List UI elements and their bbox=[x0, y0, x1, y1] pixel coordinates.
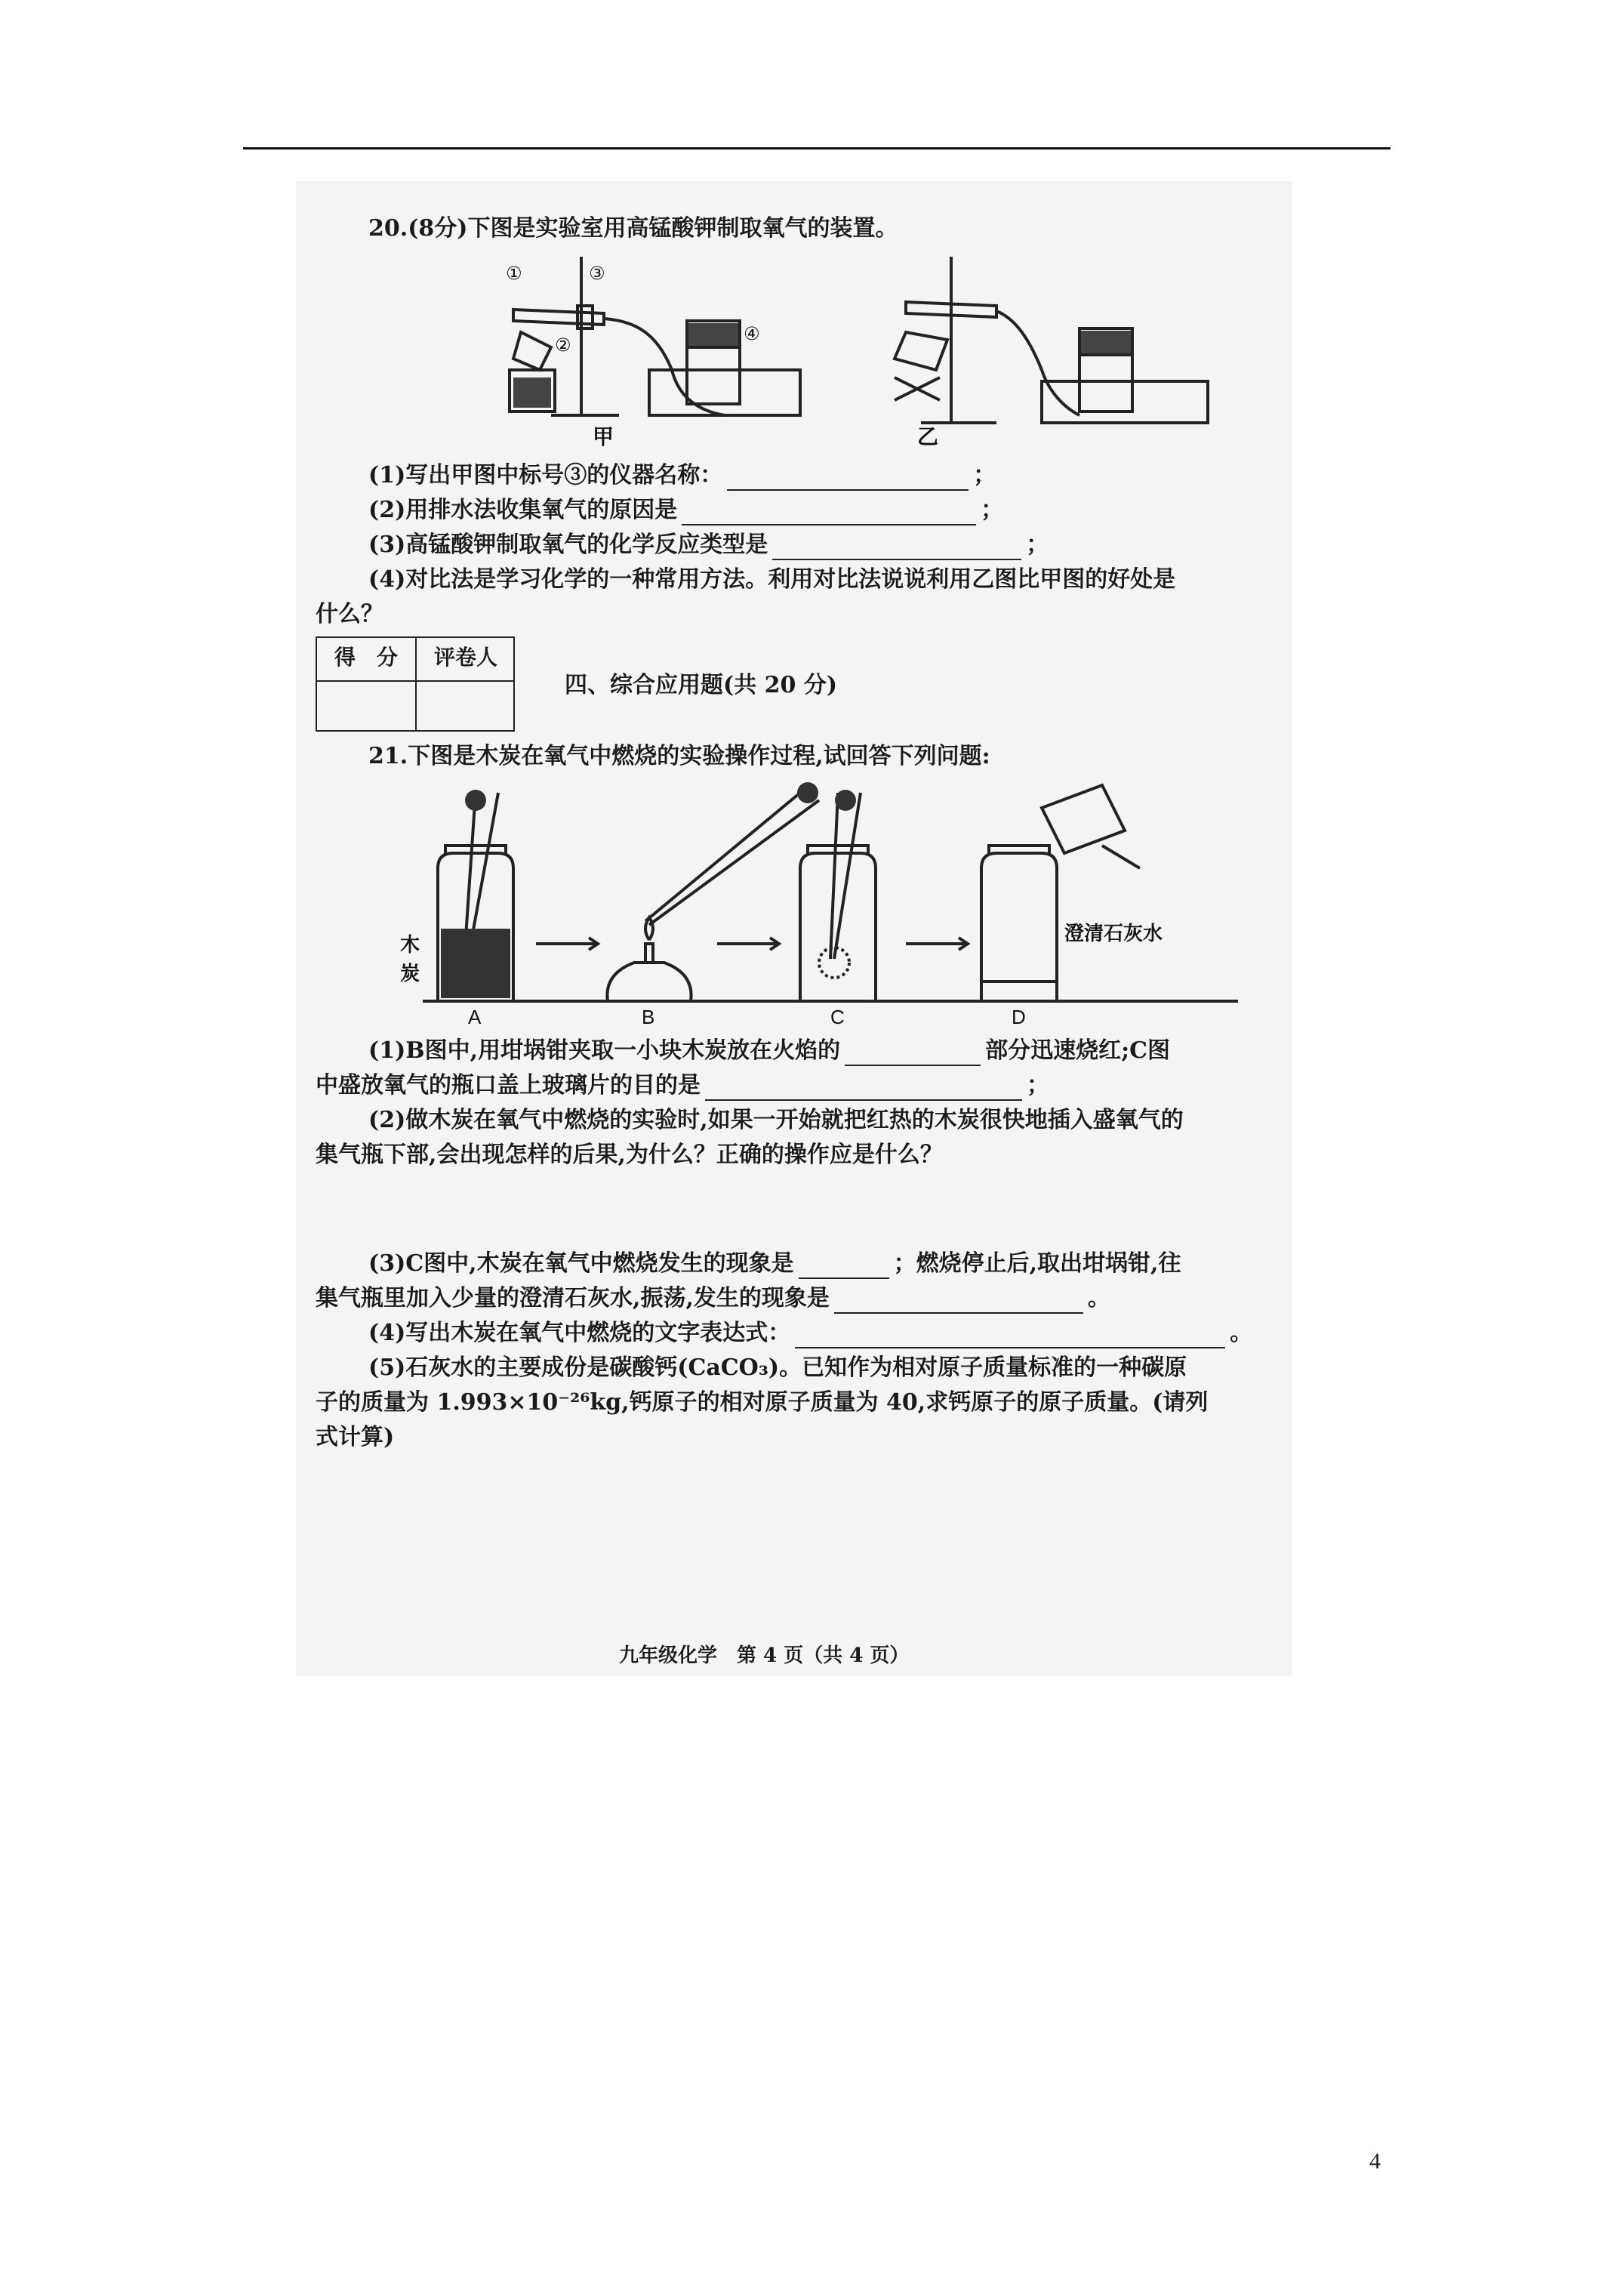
grader-header: 评卷人 bbox=[433, 645, 497, 670]
q21-part2-line1: (2)做木炭在氧气中燃烧的实验时,如果一开始就把红热的木炭很快地插入盛氧气的 bbox=[368, 1107, 1184, 1133]
score-table bbox=[316, 636, 515, 732]
q21-part5-line1: (5)石灰水的主要成份是碳酸钙(CaCO₃)。已知作为相对原子质量标准的一种碳原 bbox=[368, 1354, 1187, 1381]
answer-blank-q20-3[interactable] bbox=[772, 536, 1021, 560]
q21-part1-line1: (1)B图中,用坩埚钳夹取一小块木炭放在火焰的 部分迅速烧红;C图 bbox=[368, 1036, 1170, 1066]
label-A: A bbox=[468, 1006, 482, 1027]
answer-blank-q21-1b[interactable] bbox=[705, 1077, 1022, 1101]
answer-blank-q21-3b[interactable] bbox=[834, 1290, 1083, 1314]
q20-apparatus-figure bbox=[483, 249, 1283, 453]
answer-blank-q21-1a[interactable] bbox=[845, 1042, 981, 1066]
label-n4: ④ bbox=[744, 323, 760, 344]
label-charcoal-1: 木 bbox=[400, 934, 420, 957]
q20-title: 20.(8分)下图是实验室用高锰酸钾制取氧气的装置。 bbox=[368, 215, 898, 242]
score-header: 得 分 bbox=[334, 645, 398, 670]
q21-part2-line2: 集气瓶下部,会出现怎样的后果,为什么？正确的操作应是什么？ bbox=[316, 1142, 943, 1168]
q20-part1: (1)写出甲图中标号③的仪器名称： ； bbox=[368, 461, 996, 491]
label-charcoal-2: 炭 bbox=[400, 963, 420, 985]
q21-part3-line1: (3)C图中,木炭在氧气中燃烧发生的现象是 ；燃烧停止后,取出坩埚钳,往 bbox=[368, 1249, 1181, 1279]
label-n3: ③ bbox=[589, 263, 605, 284]
label-n2: ② bbox=[555, 334, 571, 356]
q20-part4-line2: 什么？ bbox=[316, 601, 383, 627]
q21-part4: (4)写出木炭在氧气中燃烧的文字表达式： 。 bbox=[368, 1318, 1252, 1348]
q21-part3-line2: 集气瓶里加入少量的澄清石灰水,振荡,发生的现象是 。 bbox=[316, 1284, 1110, 1314]
page-footer: 九年级化学 第 4 页（共 4 页） bbox=[619, 1644, 910, 1667]
label-B: B bbox=[642, 1006, 655, 1027]
q21-part5-line3: 式计算) bbox=[316, 1424, 395, 1450]
label-D: D bbox=[1012, 1006, 1026, 1027]
figure-label-jia: 甲 bbox=[593, 424, 614, 449]
label-limewater: 澄清石灰水 bbox=[1064, 923, 1163, 945]
q21-charcoal-figure bbox=[377, 778, 1313, 1027]
answer-blank-q20-2[interactable] bbox=[682, 501, 976, 525]
page-number: 4 bbox=[1369, 2149, 1381, 2174]
answer-blank-q20-1[interactable] bbox=[727, 467, 969, 491]
q21-part5-line2: 子的质量为 1.993×10⁻²⁶kg,钙原子的相对原子质量为 40,求钙原子的原子质量。(请列 bbox=[316, 1389, 1209, 1416]
header-rule bbox=[243, 147, 1390, 149]
q20-part3: (3)高锰酸钾制取氧气的化学反应类型是 ； bbox=[368, 530, 1049, 560]
answer-blank-q21-4[interactable] bbox=[795, 1324, 1225, 1348]
q20-part2: (2)用排水法收集氧气的原因是 ； bbox=[368, 495, 1003, 525]
label-n1: ① bbox=[506, 263, 522, 284]
label-C: C bbox=[830, 1006, 845, 1027]
q20-part4-line1: (4)对比法是学习化学的一种常用方法。利用对比法说说利用乙图比甲图的好处是 bbox=[368, 566, 1176, 593]
answer-blank-q21-3a[interactable] bbox=[799, 1255, 889, 1279]
section-heading: 四、综合应用题(共 20 分) bbox=[565, 672, 838, 698]
figure-label-yi: 乙 bbox=[917, 424, 939, 449]
q21-title: 21.下图是木炭在氧气中燃烧的实验操作过程,试回答下列问题: bbox=[368, 743, 990, 769]
q21-part1-line2: 中盛放氧气的瓶口盖上玻璃片的目的是 ； bbox=[316, 1071, 1049, 1101]
